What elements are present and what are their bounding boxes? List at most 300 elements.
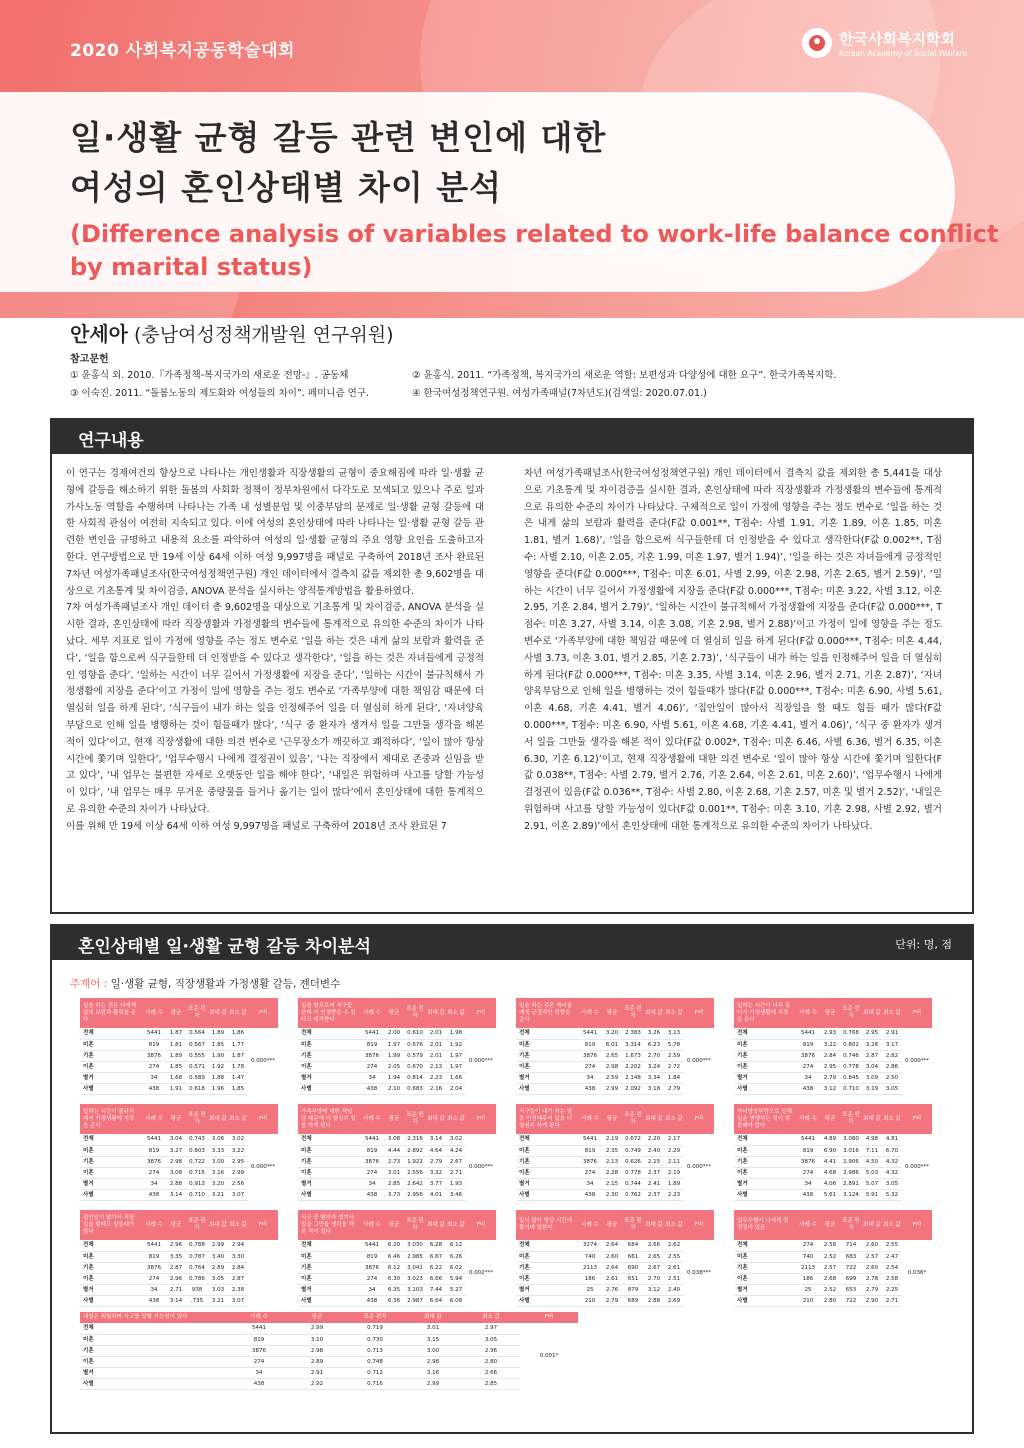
cell-value: 3.77 — [426, 1178, 446, 1189]
column-header: 최대 값 — [426, 1104, 446, 1134]
cell-value: 2.73 — [384, 1156, 404, 1167]
cell-value: 3.35 — [166, 1251, 186, 1262]
cell-value: 5.91 — [862, 1189, 882, 1200]
cell-value: 3.22 — [228, 1145, 248, 1156]
cell-value: 819 — [796, 1145, 820, 1156]
row-label: 이혼 — [80, 1167, 142, 1178]
row-label: 별거 — [516, 1178, 578, 1189]
cell-value: 2.01 — [426, 1050, 446, 1061]
cell-value: 34 — [360, 1072, 384, 1083]
cell-value: 0.814 — [404, 1072, 426, 1083]
cell-value: 3.05 — [882, 1083, 902, 1094]
cell-value: 1.87 — [166, 1028, 186, 1039]
cell-value: 274 — [578, 1167, 602, 1178]
cell-value: 1.84 — [664, 1072, 684, 1083]
row-label: 미혼 — [80, 1145, 142, 1156]
column-header: 최대 값 — [644, 998, 664, 1028]
row-label: 사별 — [80, 1378, 230, 1389]
cell-value: 2.90 — [862, 1295, 882, 1306]
column-header: 사례 수 — [142, 998, 166, 1028]
cell-value: 0.744 — [622, 1178, 644, 1189]
cell-value: 3.09 — [862, 1072, 882, 1083]
cell-value: 683 — [840, 1251, 862, 1262]
stats-table — [298, 998, 496, 1095]
row-label: 기혼 — [298, 1262, 360, 1273]
cell-value: 6.12 — [446, 1240, 466, 1251]
row-label: 기혼 — [80, 1050, 142, 1061]
cell-value: 1.96 — [208, 1083, 228, 1094]
cell-value: 34 — [360, 1178, 384, 1189]
column-header: 최소 값 — [664, 1210, 684, 1240]
cell-value: 4.24 — [446, 1145, 466, 1156]
column-header: 평균 — [820, 1104, 840, 1134]
cell-value: 690 — [622, 1262, 644, 1273]
cell-value: 6.30 — [384, 1273, 404, 1284]
title-en-line-2: by marital status) — [70, 253, 313, 281]
row-label: 별거 — [516, 1284, 578, 1295]
cell-value: 2.13 — [426, 1061, 446, 1072]
cell-value: 274 — [142, 1167, 166, 1178]
cell-value: 0.713 — [346, 1345, 404, 1356]
cell-value: 0.748 — [346, 1356, 404, 1367]
cell-value: 3.13 — [664, 1028, 684, 1039]
cell-value: 274 — [142, 1273, 166, 1284]
analysis-heading — [52, 926, 972, 960]
cell-value: 2.79 — [862, 1284, 882, 1295]
cell-value: 6.23 — [644, 1039, 664, 1050]
stats-table — [734, 998, 932, 1095]
row-label: 전체 — [80, 1134, 142, 1145]
f-ratio: 0.002*** — [469, 1270, 493, 1276]
cell-value: 2.98 — [404, 1356, 462, 1367]
cell-value: 3876 — [360, 1050, 384, 1061]
cell-value: 3.14 — [166, 1189, 186, 1200]
cell-value: 2.85 — [462, 1378, 520, 1389]
cell-value: 1.92 — [208, 1061, 228, 1072]
cell-value: 2.87 — [166, 1262, 186, 1273]
cell-value: 186 — [578, 1273, 602, 1284]
cell-value: 0.670 — [404, 1061, 426, 1072]
cell-value: 2.891 — [840, 1178, 862, 1189]
cell-value: 7.11 — [862, 1145, 882, 1156]
cell-value: 2.16 — [426, 1083, 446, 1094]
cell-value: 3.023 — [404, 1273, 426, 1284]
cell-value: 1.81 — [166, 1039, 186, 1050]
column-header: 평균 — [384, 1210, 404, 1240]
f-ratio: 0.036* — [907, 1270, 927, 1276]
cell-value: 2.98 — [166, 1156, 186, 1167]
cell-value: 34 — [142, 1072, 166, 1083]
cell-value: 3.40 — [208, 1251, 228, 1262]
cell-value: 438 — [578, 1189, 602, 1200]
cell-value: 3.07 — [228, 1295, 248, 1306]
cell-value: 0.788 — [186, 1240, 208, 1251]
cell-value: 5441 — [796, 1028, 820, 1039]
cell-value: 2.55 — [664, 1251, 684, 1262]
cell-value: 3.21 — [208, 1189, 228, 1200]
table-row — [80, 1334, 578, 1345]
cell-value: 3876 — [142, 1050, 166, 1061]
row-label: 이혼 — [516, 1273, 578, 1284]
row-label: 미혼 — [80, 1251, 142, 1262]
cell-value: 274 — [360, 1061, 384, 1072]
column-header: 최대 값 — [644, 1104, 664, 1134]
cell-value: 3.24 — [644, 1061, 664, 1072]
cell-value: 1.89 — [166, 1050, 186, 1061]
cell-value: 1.88 — [208, 1072, 228, 1083]
cell-value: 3.22 — [820, 1039, 840, 1050]
cell-value: 274 — [142, 1061, 166, 1072]
table-question: 식구 중 환자가 생겨서 일을 그만둘 생각을 해본 적이 있다 — [298, 1210, 360, 1240]
cell-value: 4.06 — [820, 1178, 840, 1189]
analysis-title: 혼인상태별 일·생활 균형 갈등 차이분석 — [78, 937, 371, 957]
society-emblem-icon — [802, 28, 832, 58]
cell-value: 2.71 — [446, 1167, 466, 1178]
cell-value: 0.749 — [622, 1145, 644, 1156]
cell-value: .735 — [186, 1295, 208, 1306]
cell-value: 3274 — [578, 1240, 602, 1251]
cell-value: 5441 — [360, 1134, 384, 1145]
cell-value: 6.35 — [384, 1284, 404, 1295]
cell-value: 6.02 — [446, 1262, 466, 1273]
row-label: 별거 — [734, 1178, 796, 1189]
cell-value: 2.95 — [228, 1156, 248, 1167]
cell-value: 0.712 — [346, 1367, 404, 1378]
cell-value: 2.987 — [404, 1295, 426, 1306]
row-label: 이혼 — [516, 1167, 578, 1178]
cell-value: 2.89 — [288, 1356, 346, 1367]
cell-value: 3.080 — [840, 1134, 862, 1145]
cell-value: 3876 — [796, 1156, 820, 1167]
column-header: 평균 — [820, 998, 840, 1028]
column-header: 최소 값 — [664, 998, 684, 1028]
title-en-line-1: (Difference analysis of variables related to work-life balance conflict — [70, 220, 999, 248]
cell-value: 3.08 — [166, 1167, 186, 1178]
cell-value: 938 — [186, 1284, 208, 1295]
cell-value: 2.15 — [602, 1178, 622, 1189]
paragraph: 7차 여성가족패널조사 개인 데이터 총 9,602명을 대상으로 기초통계 및 차이검증, ANOVA 분석을 실시한 결과, 혼인상태에 따라 직장생활과 가정생활의 변수들에 통계적으로 유의한 수준의 차이가 나타났다. 세부 지표로 일이 가정에 영향을 주는 정도 변수로 ‘일을 하는 것은 내게 삶의 보람과 활력을 준다’, ‘일을 함으로써 식구들한테 더 인정받을 수 있다고 생각한다’, ‘일을 하는 것은 자녀들에게 긍정적인 영향을 준다’, ‘일하는 시간이 너무 길어서 가정생활에 지장을 준다’, ‘일하는 시간이 불규칙해서 가정생활에 지장을 준다’이고 가정이 일에 영향을 주는 정도 변수로 ‘가족부양에 대한 책임감 때문에 더 열심히 일을 하게 된다’, ‘식구들이 내가 하는 일을 인정해주어 일을 더 열심히 하게 된다’, ‘자녀양육부담으로 인해 일을 병행하는 것이 힘들때가 많다’, ‘식구 중 환자가 생겨서 일을 그만둘 생각을 해본 적이 있다’이고, 현재 직장생활에 대한 의견 변수로 ‘근무장소가 깨끗하고 쾌적하다’, ‘일이 많아 항상 시간에 쫓기며 일한다’, ‘업무수행시 나에게 결정권이 있음’, ‘나는 직장에서 제대로 존중과 신임을 받고 있다’, ‘내 업무는 불편한 자세로 오랫동안 일을 해야 한다’, ‘내일은 위험하며 사고를 당할 가능성이 있다’, ‘내 업무는 매우 무거운 중량물을 들거나 옮기는 일이 많다’에서 혼인상태에 대한 통계적으로 유의한 수준의 차이가 나타났다. — [66, 602, 484, 815]
cell-value: 2.52 — [820, 1251, 840, 1262]
cell-value: 5441 — [142, 1134, 166, 1145]
cell-value: 3.02 — [446, 1134, 466, 1145]
column-header: 사례 수 — [360, 1104, 384, 1134]
f-ratio: 0.000*** — [687, 1164, 711, 1170]
column-header: 사례 수 — [796, 998, 820, 1028]
cell-value: 4.32 — [882, 1156, 902, 1167]
cell-value: 2.66 — [462, 1367, 520, 1378]
cell-value: 1.94 — [384, 1072, 404, 1083]
column-header: 사례 수 — [360, 1210, 384, 1240]
cell-value: 34 — [230, 1367, 288, 1378]
cell-value: 5441 — [142, 1240, 166, 1251]
f-ratio: 0.000*** — [469, 1164, 493, 1170]
table-question: 식구들이 내가 하는 일을 인정해주어 일을 더 열심히 하게 된다 — [516, 1104, 578, 1134]
row-label: 사별 — [80, 1189, 142, 1200]
column-header: 최소 값 — [882, 1210, 902, 1240]
cell-value: 210 — [578, 1295, 602, 1306]
cell-value: 3.26 — [644, 1028, 664, 1039]
cell-value: 2.61 — [664, 1262, 684, 1273]
cell-value: 2.57 — [862, 1251, 882, 1262]
column-header: 최소 값 — [228, 1210, 248, 1240]
cell-value: 34 — [796, 1178, 820, 1189]
f-ratio: 0.000*** — [251, 1058, 275, 1064]
cell-value: 7.44 — [426, 1284, 446, 1295]
cell-value: 2.35 — [602, 1145, 622, 1156]
cell-value: 819 — [360, 1145, 384, 1156]
cell-value: 0.746 — [840, 1050, 862, 1061]
cell-value: 2.70 — [644, 1273, 664, 1284]
cell-value: 2.99 — [404, 1378, 462, 1389]
title-line-2: 여성의 혼인상태별 차이 분석 — [70, 168, 503, 207]
cell-value: 699 — [840, 1273, 862, 1284]
cell-value: 0.913 — [186, 1178, 208, 1189]
cell-value: 3.16 — [404, 1367, 462, 1378]
cell-value: 274 — [578, 1061, 602, 1072]
row-label: 별거 — [298, 1178, 360, 1189]
f-ratio: 0.000*** — [469, 1058, 493, 1064]
row-label: 사별 — [734, 1083, 796, 1094]
author-affiliation: (충남여성정책개발원 연구위원) — [134, 324, 394, 346]
table-row — [734, 1240, 932, 1251]
cell-value: 2.092 — [622, 1083, 644, 1094]
cell-value: 2.04 — [446, 1083, 466, 1094]
cell-value: 0.845 — [840, 1072, 862, 1083]
cell-value: 3.00 — [404, 1345, 462, 1356]
cell-value: 2.72 — [664, 1061, 684, 1072]
cell-value: 3.10 — [288, 1334, 346, 1345]
cell-value: 2.383 — [622, 1028, 644, 1039]
row-label: 이혼 — [734, 1061, 796, 1072]
cell-value: 3.02 — [228, 1134, 248, 1145]
cell-value: 2.60 — [602, 1251, 622, 1262]
row-label: 미혼 — [80, 1334, 230, 1345]
column-header: F비 — [466, 1210, 496, 1240]
column-header: F비 — [902, 998, 932, 1028]
column-header: F비 — [684, 1210, 714, 1240]
cell-value: 2.98 — [602, 1061, 622, 1072]
row-label: 기혼 — [298, 1050, 360, 1061]
cell-value: 2.61 — [602, 1273, 622, 1284]
cell-value: 2.78 — [862, 1273, 882, 1284]
cell-value: 5.32 — [882, 1189, 902, 1200]
row-label: 미혼 — [734, 1251, 796, 1262]
cell-value: 2.59 — [664, 1050, 684, 1061]
row-label: 이혼 — [516, 1061, 578, 1072]
cell-value: 2.50 — [882, 1072, 902, 1083]
stats-table — [516, 1210, 714, 1307]
column-header: 표준 편차 — [840, 998, 862, 1028]
cell-value: 2.59 — [602, 1072, 622, 1083]
cell-value: 4.01 — [426, 1189, 446, 1200]
table-question: 자녀양육부담으로 인해 일을 병행하는 것이 힘들때가 많다 — [734, 1104, 796, 1134]
column-header: F비 — [902, 1210, 932, 1240]
cell-value: 2.57 — [820, 1262, 840, 1273]
cell-value: 6.66 — [426, 1273, 446, 1284]
column-header: F비 — [520, 1312, 578, 1323]
cell-value: 3.00 — [208, 1156, 228, 1167]
f-ratio: 0.001* — [539, 1353, 559, 1359]
cell-value: 1.97 — [384, 1039, 404, 1050]
cell-value: 6.36 — [384, 1295, 404, 1306]
cell-value: 0.764 — [186, 1262, 208, 1273]
society-name-kr: 한국사회복지학회 — [839, 30, 955, 48]
cell-value: 2.01 — [426, 1028, 446, 1039]
cell-value: 3.14 — [426, 1134, 446, 1145]
cell-value: 0.555 — [186, 1050, 208, 1061]
cell-value: 2.11 — [664, 1156, 684, 1167]
f-ratio: 0.000*** — [687, 1058, 711, 1064]
row-label: 미혼 — [516, 1039, 578, 1050]
cell-value: 0.672 — [622, 1134, 644, 1145]
column-header: 최소 값 — [446, 1104, 466, 1134]
cell-value: 3.18 — [644, 1083, 664, 1094]
cell-value: 6.20 — [384, 1240, 404, 1251]
row-label: 별거 — [80, 1178, 142, 1189]
row-label: 전체 — [516, 1240, 578, 1251]
cell-value: 2.79 — [664, 1083, 684, 1094]
cell-value: 2.88 — [166, 1178, 186, 1189]
cell-value: 3.27 — [166, 1145, 186, 1156]
cell-value: 0.803 — [186, 1145, 208, 1156]
cell-value: 1.68 — [166, 1072, 186, 1083]
column-header: 사례 수 — [578, 1210, 602, 1240]
column-header: 최대 값 — [426, 998, 446, 1028]
cell-value: 5.03 — [862, 1167, 882, 1178]
row-label: 기혼 — [80, 1345, 230, 1356]
cell-value: 6.67 — [426, 1251, 446, 1262]
row-label: 미혼 — [734, 1145, 796, 1156]
cell-value: 2.87 — [862, 1050, 882, 1061]
cell-value: 3.05 — [208, 1273, 228, 1284]
column-header: 최소 값 — [664, 1104, 684, 1134]
column-header: 표준 편차 — [622, 1104, 644, 1134]
column-header: 최대 값 — [208, 1210, 228, 1240]
cell-value: 2.956 — [404, 1189, 426, 1200]
table-row — [734, 1028, 932, 1039]
cell-value: 0.719 — [346, 1323, 404, 1334]
cell-value: 2.67 — [446, 1156, 466, 1167]
cell-value: 0.610 — [404, 1028, 426, 1039]
cell-value: 2.79 — [820, 1072, 840, 1083]
column-header: 평균 — [384, 1104, 404, 1134]
cell-value: 4.50 — [862, 1156, 882, 1167]
row-label: 미혼 — [298, 1039, 360, 1050]
cell-value: 2.58 — [882, 1273, 902, 1284]
cell-value: 1.85 — [228, 1083, 248, 1094]
cell-value: 2.76 — [602, 1284, 622, 1295]
cell-value: 2.95 — [820, 1061, 840, 1072]
cell-value: 274 — [230, 1356, 288, 1367]
cell-value: 2.892 — [404, 1145, 426, 1156]
cell-value: 879 — [622, 1284, 644, 1295]
row-label: 별거 — [80, 1367, 230, 1378]
cell-value: 819 — [230, 1334, 288, 1345]
table-row — [80, 1378, 578, 1389]
cell-value: 3.21 — [208, 1295, 228, 1306]
cell-value: 3.46 — [446, 1189, 466, 1200]
column-header: F비 — [902, 1104, 932, 1134]
cell-value: 2.68 — [820, 1273, 840, 1284]
row-label: 이혼 — [298, 1061, 360, 1072]
cell-value: 0.778 — [840, 1061, 862, 1072]
cell-value: 2.00 — [384, 1028, 404, 1039]
cell-value: 2.79 — [426, 1156, 446, 1167]
cell-value: 2.55 — [882, 1240, 902, 1251]
cell-value: 34 — [578, 1178, 602, 1189]
cell-value: 0.768 — [840, 1028, 862, 1039]
cell-value: 6.22 — [426, 1262, 446, 1273]
cell-value: 2.80 — [462, 1356, 520, 1367]
cell-value: 6.26 — [446, 1251, 466, 1262]
reference-item: ④ 한국여성정책연구원. 여성가족패널(7차년도)(검색일: 2020.07.01.) — [412, 388, 707, 399]
cell-value: 2.202 — [622, 1061, 644, 1072]
research-column-left — [66, 466, 484, 836]
cell-value: 1.90 — [208, 1050, 228, 1061]
paragraph: 이를 위해 만 19세 이상 64세 이하 여성 9,997명을 패널로 구축하여 2018년 조사 완료된 7 — [66, 820, 447, 832]
cell-value: 661 — [622, 1251, 644, 1262]
table-question: 가족부양에 대한 책임감 때문에 더 열심히 일을 하게 된다 — [298, 1104, 360, 1134]
cell-value: 438 — [578, 1083, 602, 1094]
cell-value: 2.20 — [644, 1134, 664, 1145]
cell-value: 0.802 — [840, 1039, 862, 1050]
column-header: 평균 — [166, 998, 186, 1028]
table-question: 집안일이 많아서 직장일을 할때도 힘들때가 많다 — [80, 1210, 142, 1240]
cell-value: 819 — [142, 1039, 166, 1050]
cell-value: 3.17 — [882, 1039, 902, 1050]
cell-value: 1.77 — [228, 1039, 248, 1050]
cell-value: 3876 — [578, 1050, 602, 1061]
cell-value: 722 — [840, 1262, 862, 1273]
cell-value: 2.60 — [862, 1262, 882, 1273]
cell-value: 2.91 — [288, 1367, 346, 1378]
cell-value: 4.64 — [426, 1145, 446, 1156]
table-question: 업무수행시 나에게 결정권이 있음 — [734, 1210, 796, 1240]
cell-value: 2.84 — [228, 1262, 248, 1273]
cell-value: 3.08 — [384, 1134, 404, 1145]
cell-value: 5441 — [142, 1028, 166, 1039]
cell-value: 2.85 — [384, 1178, 404, 1189]
cell-value: 274 — [796, 1061, 820, 1072]
row-label: 기혼 — [298, 1156, 360, 1167]
column-header: 표준 편차 — [186, 1210, 208, 1240]
cell-value: 2.92 — [288, 1378, 346, 1389]
cell-value: 3.12 — [820, 1083, 840, 1094]
cell-value: 3.124 — [840, 1189, 862, 1200]
cell-value: 2.65 — [602, 1050, 622, 1061]
table-row — [298, 1028, 496, 1039]
cell-value: 0.567 — [186, 1039, 208, 1050]
cell-value: 4.89 — [820, 1134, 840, 1145]
stats-table — [734, 1210, 932, 1307]
row-label: 이혼 — [80, 1061, 142, 1072]
row-label: 사별 — [298, 1295, 360, 1306]
column-header: 표준 편차 — [404, 998, 426, 1028]
table-row — [80, 1345, 578, 1356]
cell-value: 653 — [840, 1284, 862, 1295]
cell-value: 186 — [796, 1273, 820, 1284]
row-label: 전체 — [734, 1240, 796, 1251]
table-row — [80, 1240, 278, 1251]
cell-value: 34 — [578, 1072, 602, 1083]
cell-value: 25 — [578, 1284, 602, 1295]
cell-value: 3.30 — [228, 1251, 248, 1262]
society-logo — [802, 28, 967, 58]
cell-value: 2.05 — [384, 1061, 404, 1072]
stats-table — [80, 1104, 278, 1201]
row-label: 전체 — [516, 1134, 578, 1145]
stats-table — [80, 1210, 278, 1307]
